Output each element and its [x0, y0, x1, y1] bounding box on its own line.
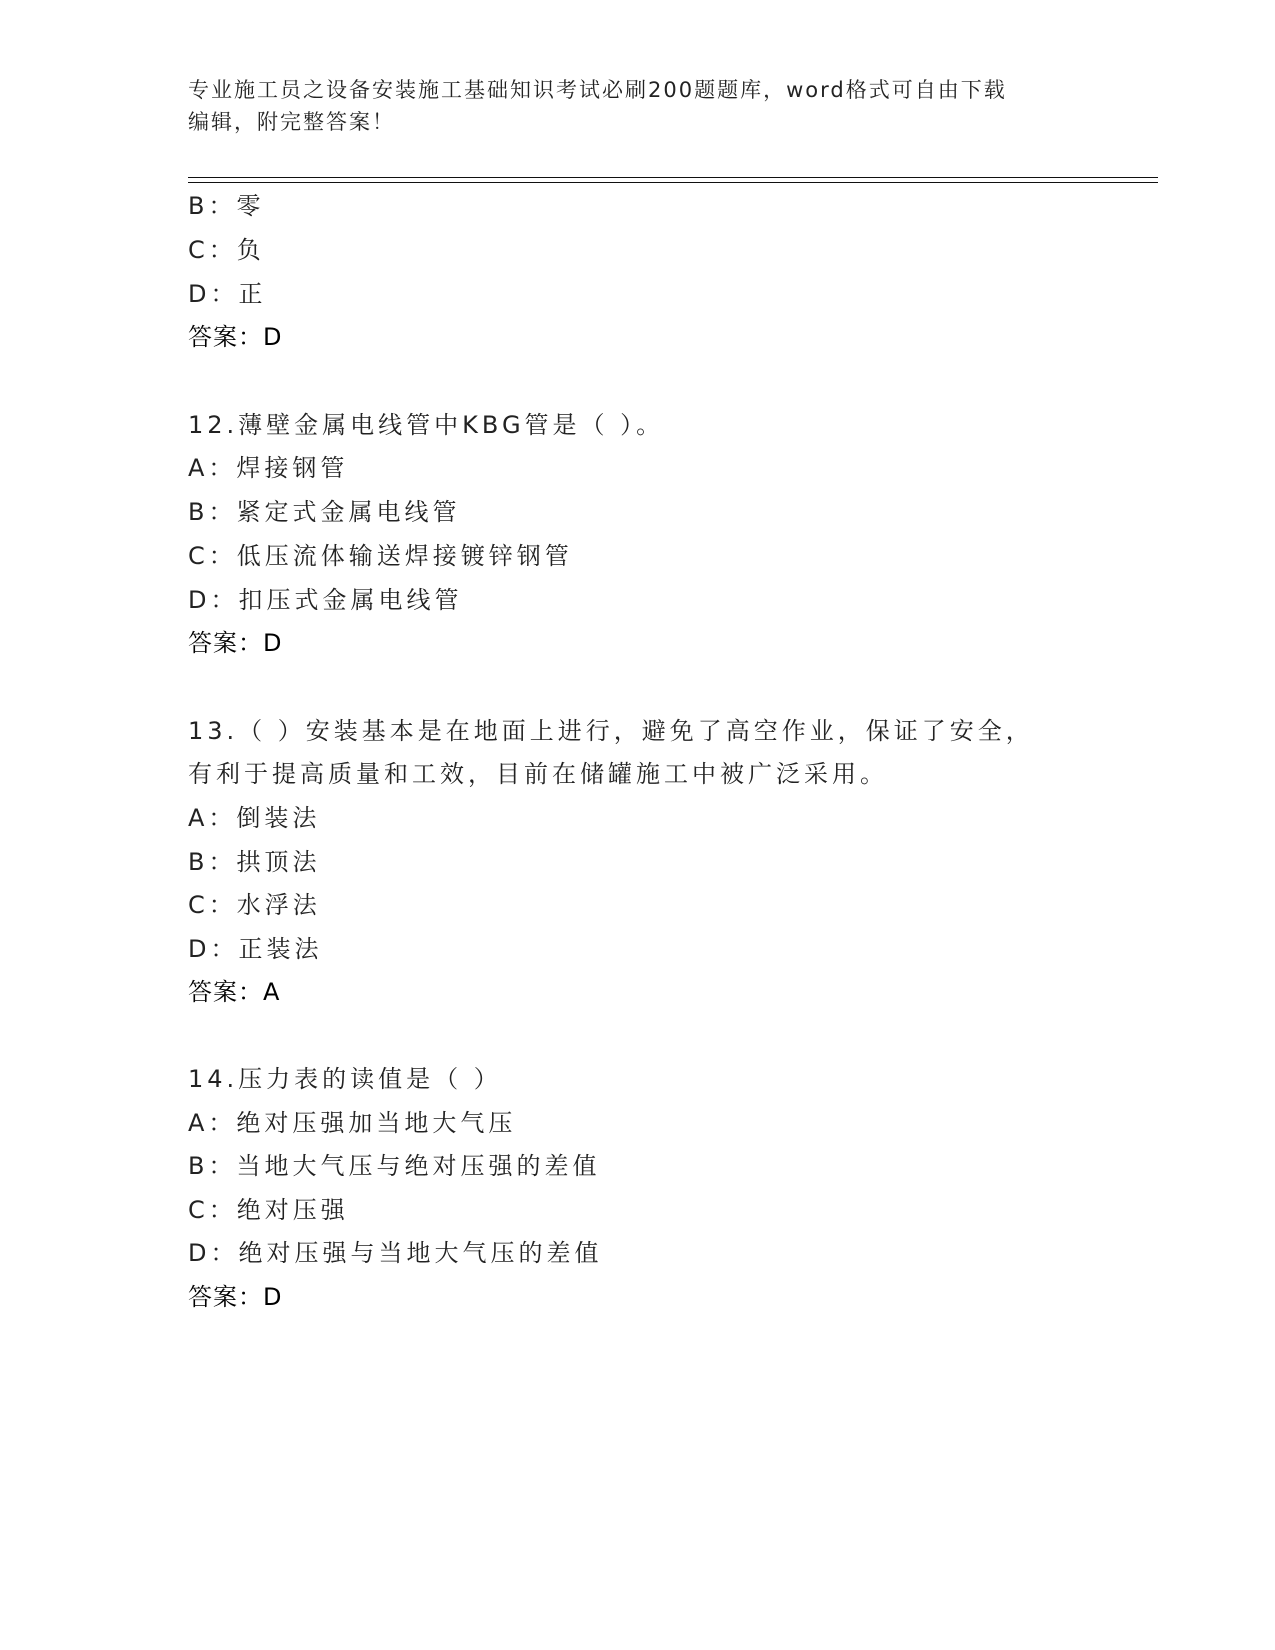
q12-option-d: D：扣压式金属电线管	[188, 586, 463, 614]
q11-option-c: C：负	[188, 236, 265, 264]
document-header	[188, 74, 1068, 138]
q14-option-b: B：当地大气压与绝对压强的差值	[188, 1152, 601, 1180]
q13-option-b: B：拱顶法	[188, 848, 321, 876]
q11-option-d: D：正	[188, 280, 267, 308]
q14-option-c: C：绝对压强	[188, 1196, 349, 1224]
q13-option-d: D：正装法	[188, 935, 323, 963]
q11-answer: 答案：D	[188, 323, 283, 351]
q14-stem: 14.压力表的读值是（ ）	[188, 1065, 502, 1093]
q13-answer: 答案：A	[188, 978, 281, 1006]
q12-option-a: A：焊接钢管	[188, 454, 349, 482]
q11-option-b: B：零	[188, 192, 265, 220]
q14-option-a: A：绝对压强加当地大气压	[188, 1109, 517, 1137]
header-divider-bottom	[188, 182, 1158, 183]
q12-answer: 答案：D	[188, 629, 283, 657]
q13-stem-line-2: 有利于提高质量和工效，目前在储罐施工中被广泛采用。	[188, 760, 888, 788]
q12-option-c: C：低压流体输送焊接镀锌钢管	[188, 542, 573, 570]
header-divider-top	[188, 177, 1158, 178]
q12-option-b: B：紧定式金属电线管	[188, 498, 461, 526]
q14-option-d: D：绝对压强与当地大气压的差值	[188, 1239, 603, 1267]
q13-stem-line-1: 13.（ ）安装基本是在地面上进行，避免了高空作业，保证了安全，	[188, 717, 1034, 745]
q14-answer: 答案：D	[188, 1283, 283, 1311]
header-line-1: 专业施工员之设备安装施工基础知识考试必刷200题题库，word格式可自由下载	[188, 78, 1007, 102]
q13-option-c: C：水浮法	[188, 891, 321, 919]
q13-option-a: A：倒装法	[188, 804, 321, 832]
header-line-2: 编辑，附完整答案！	[188, 110, 395, 134]
q12-stem: 12.薄壁金属电线管中KBG管是（ ）。	[188, 411, 665, 439]
